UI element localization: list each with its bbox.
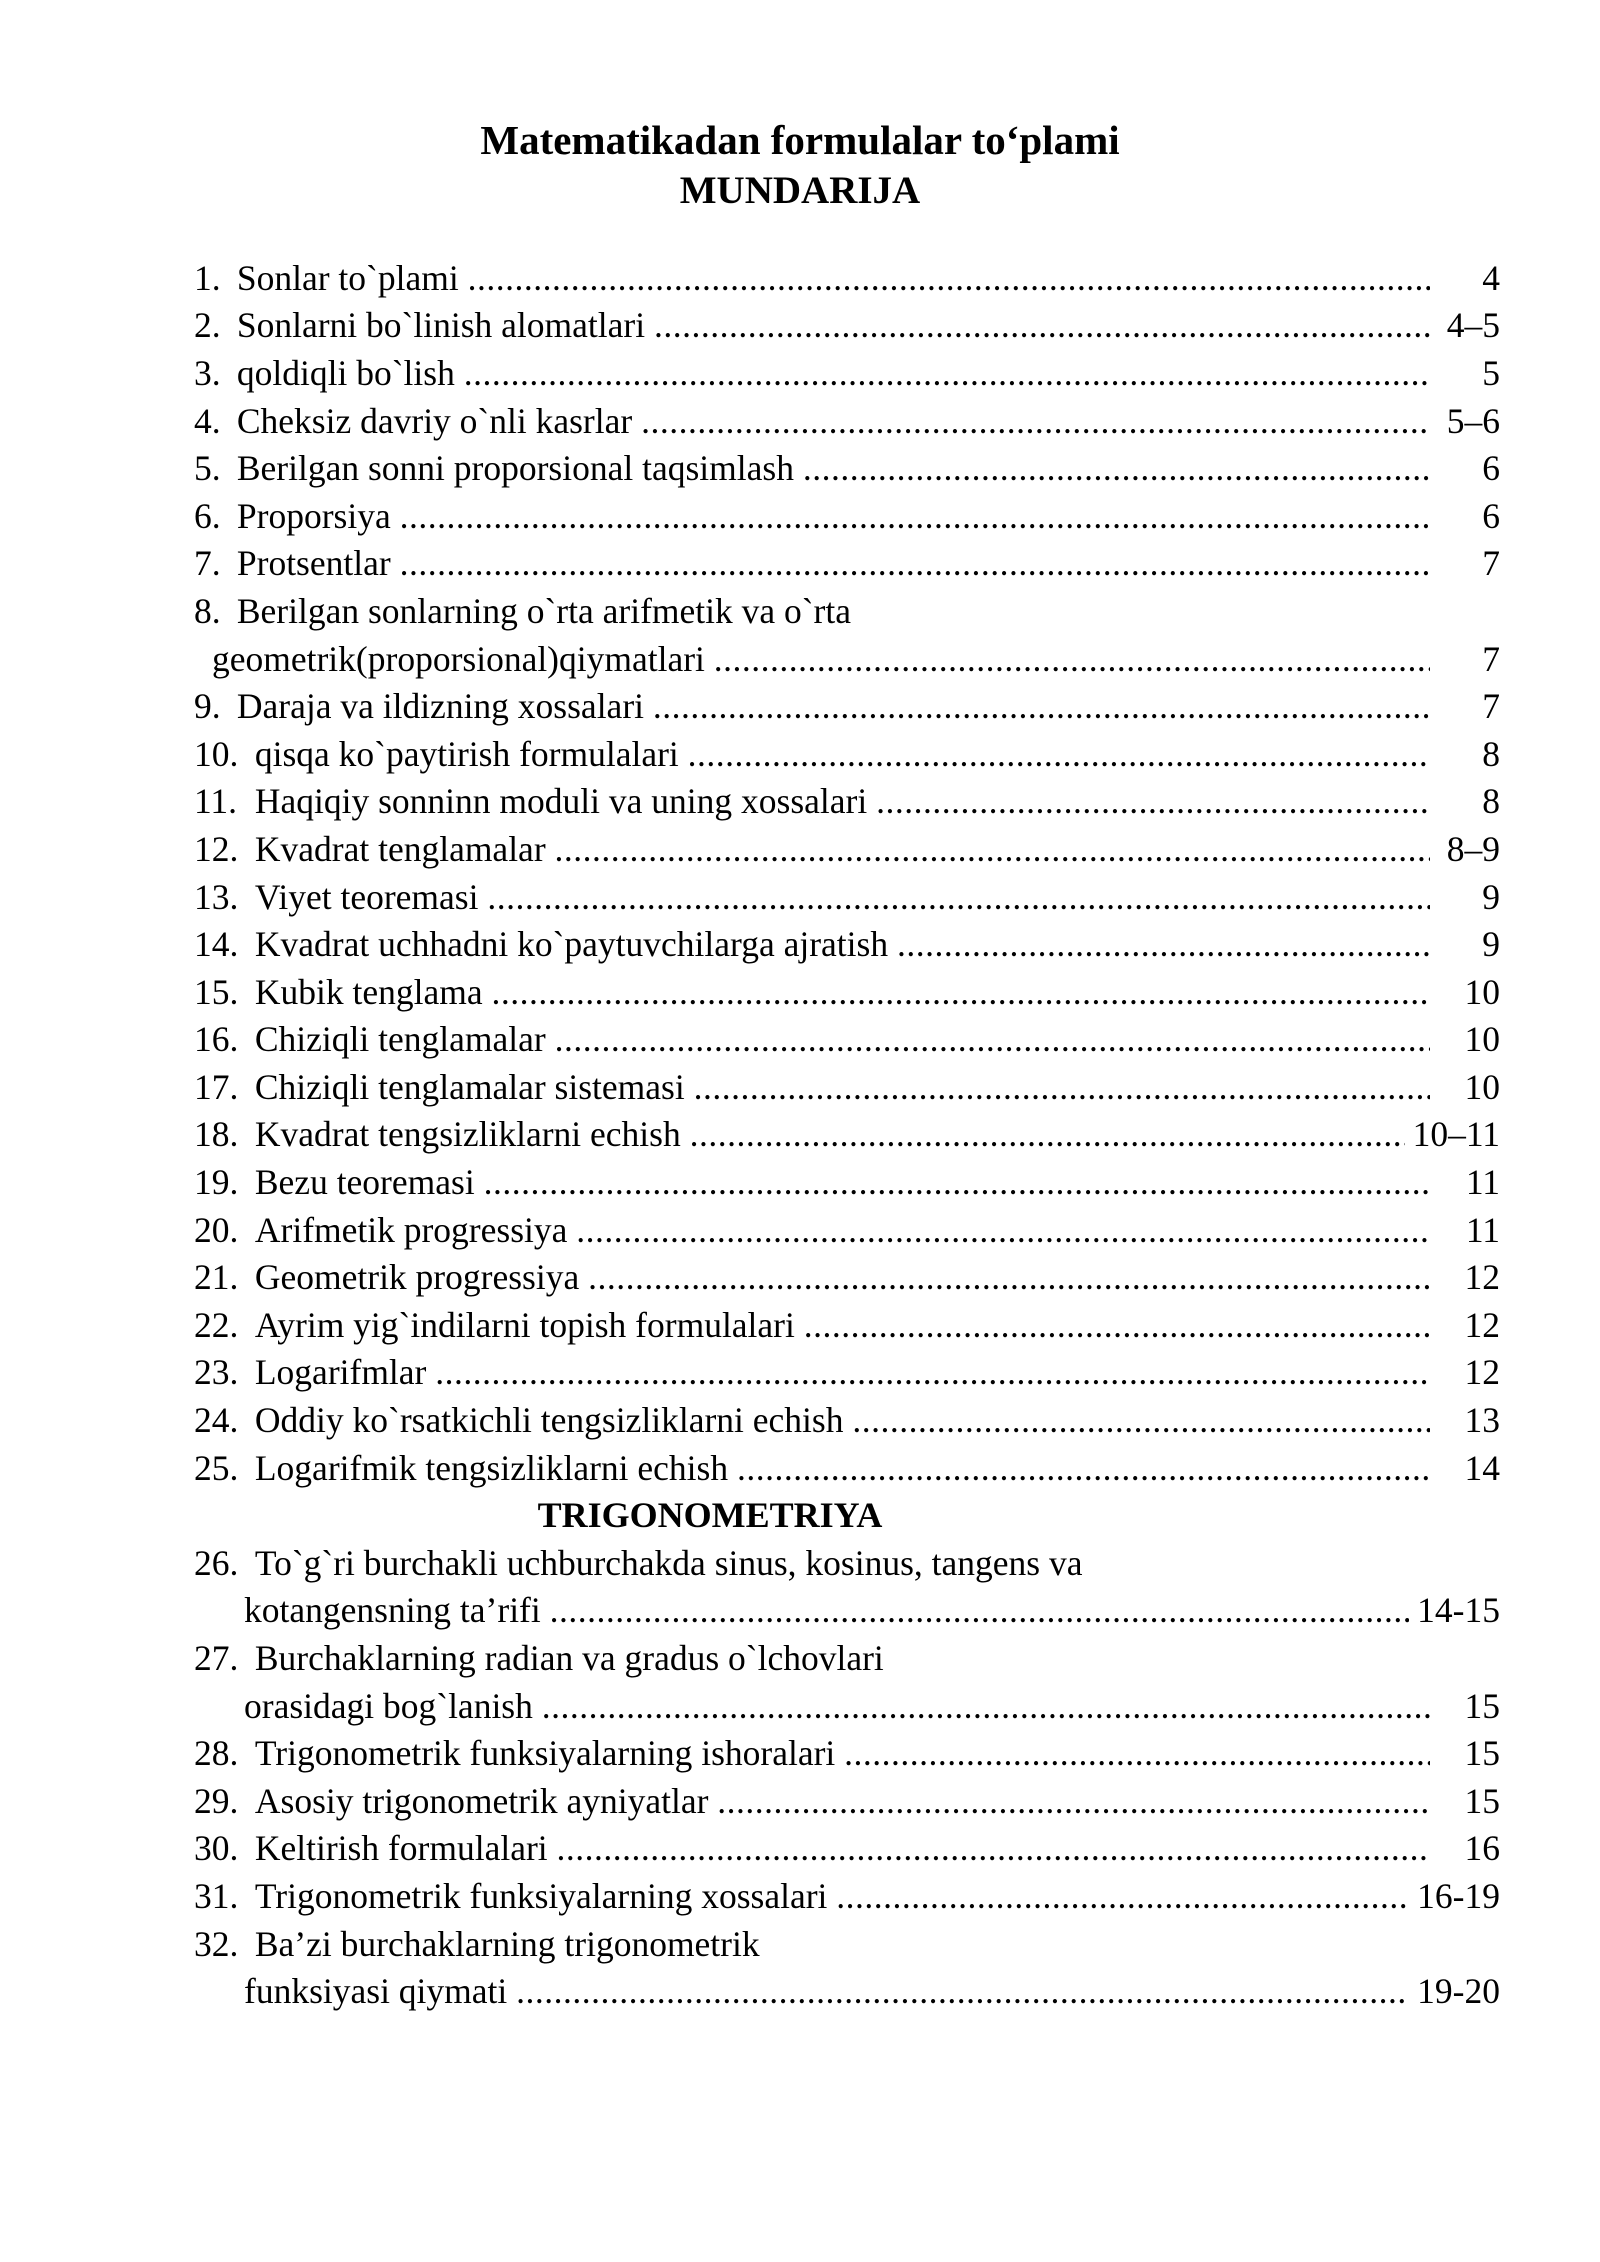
toc-entry-number: 6. (194, 495, 221, 536)
toc-entry[interactable] (0, 255, 1600, 303)
toc-entry-number: 32. (194, 1923, 239, 1964)
toc-entry-number: 26. (194, 1542, 239, 1583)
toc-dot-leader (852, 1397, 1430, 1445)
toc-entry-label: qoldiqli bo`lish (236, 352, 464, 393)
toc-entry-continuation-line (0, 1587, 1600, 1635)
toc-entry[interactable] (0, 921, 1600, 969)
toc-page-number: 4–5 (1446, 305, 1500, 346)
toc-entry-label: Kvadrat tengsizliklarni echish (254, 1114, 690, 1155)
toc-entry[interactable] (0, 1635, 1600, 1730)
toc-entry-spacer (228, 588, 237, 636)
toc-entry-line (0, 921, 1600, 969)
toc-entry-line (0, 969, 1600, 1017)
toc-entry-number: 7. (194, 543, 221, 584)
toc-entry-spacer (228, 493, 237, 541)
toc-entry-continuation-line (0, 1968, 1600, 2016)
toc-entry-label: Keltirish formulalari (254, 1828, 557, 1869)
toc-entry-spacer (246, 921, 255, 969)
toc-dot-leader (557, 1825, 1430, 1873)
toc-entry-line (0, 1921, 1600, 1969)
toc-dot-leader (803, 445, 1430, 493)
toc-dot-leader (491, 969, 1430, 1017)
toc-page-number: 13 (1464, 1400, 1500, 1441)
toc-page-number: 19-20 (1417, 1971, 1500, 2012)
toc-entry-spacer (246, 1635, 255, 1683)
toc-entry-spacer (246, 1397, 255, 1445)
toc-entry-line (0, 1445, 1600, 1493)
toc-entry-number: 20. (194, 1209, 239, 1250)
toc-entry[interactable] (0, 1730, 1600, 1778)
toc-dot-leader (717, 1778, 1430, 1826)
toc-page-number: 8 (1482, 781, 1500, 822)
toc-entry-spacer (246, 1064, 255, 1112)
toc-entry-label: Burchaklarning radian va gradus o`lchovlari (254, 1638, 884, 1679)
toc-entry-continuation-line (0, 636, 1600, 684)
toc-page-number: 5 (1482, 352, 1500, 393)
toc-entry-line (0, 1873, 1600, 1921)
toc-page-number: 9 (1482, 924, 1500, 965)
toc-entry-line (0, 1064, 1600, 1112)
toc-entry-line (0, 1207, 1600, 1255)
toc-entry-number: 15. (194, 971, 239, 1012)
toc-entry[interactable] (0, 1111, 1600, 1159)
toc-entry-spacer (246, 1778, 255, 1826)
toc-entry-spacer (246, 1825, 255, 1873)
toc-list (0, 255, 1600, 2016)
toc-entry-number: 14. (194, 924, 239, 965)
toc-entry-spacer (228, 255, 237, 303)
toc-entry-line (0, 826, 1600, 874)
table-of-contents (0, 213, 1600, 2016)
toc-entry-line (0, 588, 1600, 636)
toc-entry[interactable] (0, 731, 1600, 779)
toc-entry-number: 9. (194, 686, 221, 727)
toc-entry-number: 1. (194, 257, 221, 298)
toc-entry[interactable] (0, 683, 1600, 731)
toc-entry-spacer (246, 1159, 255, 1207)
toc-entry[interactable] (0, 540, 1600, 588)
toc-dot-leader (550, 1587, 1410, 1635)
toc-page-number: 11 (1465, 1162, 1500, 1203)
toc-entry-number: 10. (194, 733, 239, 774)
toc-page-number: 15 (1464, 1733, 1500, 1774)
toc-entry-spacer (228, 398, 237, 446)
toc-page-number: 16-19 (1417, 1875, 1500, 1916)
toc-entry-label: Chiziqli tenglamalar sistemasi (254, 1066, 694, 1107)
toc-entry-label: Logarifmlar (254, 1352, 436, 1393)
toc-entry-line (0, 683, 1600, 731)
toc-dot-leader (542, 1683, 1430, 1731)
toc-entry[interactable] (0, 398, 1600, 446)
toc-entry-label: Protsentlar (236, 543, 400, 584)
toc-dot-leader (737, 1445, 1430, 1493)
toc-entry-line (0, 1825, 1600, 1873)
toc-entry-line (0, 1111, 1600, 1159)
toc-entry[interactable] (0, 1921, 1600, 2016)
toc-entry-line (0, 874, 1600, 922)
toc-entry-number: 24. (194, 1400, 239, 1441)
toc-page-number: 7 (1482, 686, 1500, 727)
toc-entry-line (0, 398, 1600, 446)
toc-page-number: 4 (1482, 257, 1500, 298)
toc-dot-leader (400, 540, 1430, 588)
toc-entry-number: 21. (194, 1257, 239, 1298)
toc-entry-number: 30. (194, 1828, 239, 1869)
toc-entry-label: Arifmetik progressiya (254, 1209, 577, 1250)
toc-entry-line (0, 731, 1600, 779)
toc-entry-spacer (246, 1207, 255, 1255)
toc-entry-spacer (246, 1111, 255, 1159)
toc-entry-line (0, 1302, 1600, 1350)
toc-entry[interactable] (0, 1302, 1600, 1350)
toc-entry-label: Ba’zi burchaklarning trigonometrik (254, 1923, 760, 1964)
toc-entry-line (0, 255, 1600, 303)
toc-entry-number: 18. (194, 1114, 239, 1155)
toc-entry[interactable] (0, 778, 1600, 826)
toc-entry-label: qisqa ko`paytirish formulalari (254, 733, 688, 774)
toc-dot-leader (690, 1111, 1405, 1159)
toc-dot-leader (714, 636, 1430, 684)
toc-entry-number: 27. (194, 1638, 239, 1679)
toc-entry-spacer (246, 1445, 255, 1493)
toc-dot-leader (555, 826, 1430, 874)
toc-section-heading: TRIGONOMETRIYA (537, 1495, 883, 1536)
toc-entry-spacer (246, 1540, 255, 1588)
toc-entry-spacer (246, 1349, 255, 1397)
toc-entry-continuation-line (0, 1683, 1600, 1731)
toc-entry[interactable] (0, 874, 1600, 922)
toc-entry-spacer (246, 1921, 255, 1969)
toc-page-number: 12 (1464, 1304, 1500, 1345)
toc-entry-line (0, 1159, 1600, 1207)
toc-entry-label: To`g`ri burchakli uchburchakda sinus, kosinus, tangens va (254, 1542, 1083, 1583)
toc-entry-label: Ayrim yig`indilarni topish formulalari (254, 1304, 804, 1345)
toc-entry-number: 19. (194, 1162, 239, 1203)
toc-entry-label: Viyet teoremasi (254, 876, 488, 917)
toc-entry-label: Oddiy ko`rsatkichli tengsizliklarni echish (254, 1400, 853, 1441)
toc-entry-spacer (228, 445, 237, 493)
toc-entry-spacer (228, 683, 237, 731)
toc-page-number: 7 (1482, 543, 1500, 584)
toc-entry-spacer (246, 969, 255, 1017)
toc-dot-leader (654, 302, 1430, 350)
toc-entry-line (0, 1730, 1600, 1778)
toc-entry-label: Trigonometrik funksiyalarning ishoralari (254, 1733, 845, 1774)
toc-entry-label: Bezu teoremasi (254, 1162, 484, 1203)
toc-page-number: 7 (1482, 638, 1500, 679)
toc-entry-spacer (246, 826, 255, 874)
toc-entry-line (0, 1016, 1600, 1064)
toc-entry-line (0, 302, 1600, 350)
toc-entry-spacer (228, 350, 237, 398)
toc-dot-leader (435, 1349, 1430, 1397)
toc-page-number: 12 (1464, 1257, 1500, 1298)
toc-entry-label: Berilgan sonlarning o`rta arifmetik va o`rta (236, 590, 852, 631)
toc-dot-leader (484, 1159, 1430, 1207)
toc-entry-number: 11. (194, 781, 238, 822)
toc-page-number: 15 (1464, 1780, 1500, 1821)
toc-entry-label: Chiziqli tenglamalar (254, 1019, 555, 1060)
toc-entry-line (0, 1540, 1600, 1588)
toc-dot-leader (836, 1873, 1409, 1921)
toc-entry-number: 8. (194, 590, 221, 631)
toc-entry-number: 4. (194, 400, 221, 441)
toc-entry-spacer (228, 540, 237, 588)
toc-entry[interactable] (0, 1207, 1600, 1255)
toc-dot-leader (516, 1968, 1409, 2016)
toc-dot-leader (641, 398, 1430, 446)
toc-entry-line (0, 1349, 1600, 1397)
toc-entry[interactable] (0, 1254, 1600, 1302)
toc-entry-label: Geometrik progressiya (254, 1257, 589, 1298)
toc-entry-label: Kubik tenglama (254, 971, 492, 1012)
toc-dot-leader (487, 874, 1430, 922)
toc-dot-leader (876, 778, 1430, 826)
toc-dot-leader (897, 921, 1430, 969)
toc-page-number: 9 (1482, 876, 1500, 917)
toc-dot-leader (653, 683, 1430, 731)
toc-entry-number: 31. (194, 1875, 239, 1916)
page-subtitle: MUNDARIJA (679, 168, 921, 212)
toc-entry[interactable] (0, 826, 1600, 874)
toc-entry-label: Logarifmik tengsizliklarni echish (254, 1447, 737, 1488)
toc-entry[interactable] (0, 1873, 1600, 1921)
toc-entry-label: Kvadrat tenglamalar (254, 828, 555, 869)
toc-entry-label: Berilgan sonni proporsional taqsimlash (236, 448, 803, 489)
toc-entry-line (0, 1397, 1600, 1445)
toc-page-number: 5–6 (1446, 400, 1500, 441)
toc-entry[interactable] (0, 350, 1600, 398)
toc-page-number: 10 (1464, 1066, 1500, 1107)
toc-entry-spacer (228, 302, 237, 350)
toc-entry-spacer (246, 874, 255, 922)
toc-entry-label-continued: kotangensning ta’rifi (244, 1590, 550, 1631)
toc-entry-spacer (246, 731, 255, 779)
toc-entry-line (0, 493, 1600, 541)
toc-entry-number: 12. (194, 828, 239, 869)
toc-entry-number: 29. (194, 1780, 239, 1821)
toc-dot-leader (400, 493, 1430, 541)
toc-dot-leader (804, 1302, 1430, 1350)
toc-page-number: 11 (1465, 1209, 1500, 1250)
toc-entry[interactable] (0, 1445, 1600, 1493)
toc-entry-line (0, 540, 1600, 588)
toc-page-number: 6 (1482, 495, 1500, 536)
toc-entry-number: 28. (194, 1733, 239, 1774)
toc-entry-label: Proporsiya (236, 495, 400, 536)
toc-entry-number: 13. (194, 876, 239, 917)
toc-entry-number: 17. (194, 1066, 239, 1107)
toc-entry-label-continued: geometrik(proporsional)qiymatlari (212, 638, 714, 679)
toc-entry-line (0, 1254, 1600, 1302)
toc-dot-leader (694, 1064, 1430, 1112)
toc-page-number: 8–9 (1446, 828, 1500, 869)
toc-entry-label: Sonlarni bo`linish alomatlari (236, 305, 654, 346)
toc-entry[interactable] (0, 588, 1600, 683)
toc-page-number: 14 (1464, 1447, 1500, 1488)
toc-entry-number: 23. (194, 1352, 239, 1393)
toc-page-number: 14-15 (1417, 1590, 1500, 1631)
toc-page-number: 10–11 (1412, 1114, 1500, 1155)
toc-entry[interactable] (0, 1825, 1600, 1873)
toc-entry[interactable] (0, 302, 1600, 350)
toc-entry-number: 5. (194, 448, 221, 489)
toc-page-number: 6 (1482, 448, 1500, 489)
toc-page-number: 12 (1464, 1352, 1500, 1393)
toc-entry[interactable] (0, 1540, 1600, 1635)
toc-entry-spacer (246, 778, 255, 826)
toc-entry-line (0, 778, 1600, 826)
toc-dot-leader (844, 1730, 1430, 1778)
toc-dot-leader (468, 255, 1430, 303)
toc-entry-spacer (246, 1016, 255, 1064)
toc-entry-number: 2. (194, 305, 221, 346)
toc-page-number: 15 (1464, 1685, 1500, 1726)
toc-entry-line (0, 1778, 1600, 1826)
toc-page-number: 10 (1464, 971, 1500, 1012)
page-title: Matematikadan formulalar to‘plami (480, 117, 1120, 163)
toc-entry-number: 25. (194, 1447, 239, 1488)
toc-entry-spacer (246, 1730, 255, 1778)
toc-entry[interactable] (0, 1778, 1600, 1826)
toc-page-number: 10 (1464, 1019, 1500, 1060)
toc-entry-label: Kvadrat uchhadni ko`paytuvchilarga ajratish (254, 924, 897, 965)
toc-entry-number: 16. (194, 1019, 239, 1060)
toc-entry[interactable] (0, 1064, 1600, 1112)
toc-entry-spacer (246, 1873, 255, 1921)
toc-entry-line (0, 350, 1600, 398)
toc-entry-label: Sonlar to`plami (236, 257, 468, 298)
toc-dot-leader (688, 731, 1430, 779)
toc-entry-label: Asosiy trigonometrik ayniyatlar (254, 1780, 718, 1821)
toc-entry-label: Trigonometrik funksiyalarning xossalari (254, 1875, 837, 1916)
toc-entry-label: Haqiqiy sonninn moduli va uning xossalari (254, 781, 877, 822)
toc-entry-number: 22. (194, 1304, 239, 1345)
toc-entry[interactable] (0, 445, 1600, 493)
toc-entry-line (0, 1635, 1600, 1683)
toc-entry-label-continued: orasidagi bog`lanish (244, 1685, 542, 1726)
toc-entry[interactable] (0, 1016, 1600, 1064)
toc-entry-spacer (246, 1302, 255, 1350)
toc-entry-number: 3. (194, 352, 221, 393)
toc-entry[interactable] (0, 1349, 1600, 1397)
toc-entry-line (0, 445, 1600, 493)
toc-entry[interactable] (0, 969, 1600, 1017)
toc-entry-label: Cheksiz davriy o`nli kasrlar (236, 400, 642, 441)
toc-entry-spacer (246, 1254, 255, 1302)
toc-page-number: 8 (1482, 733, 1500, 774)
toc-dot-leader (588, 1254, 1430, 1302)
toc-entry-label-continued: funksiyasi qiymati (244, 1971, 517, 2012)
toc-page-number: 16 (1464, 1828, 1500, 1869)
toc-dot-leader (464, 350, 1430, 398)
toc-entry[interactable] (0, 1397, 1600, 1445)
toc-dot-leader (576, 1207, 1430, 1255)
toc-entry-label: Daraja va ildizning xossalari (236, 686, 653, 727)
toc-entry[interactable] (0, 1159, 1600, 1207)
toc-entry[interactable] (0, 493, 1600, 541)
toc-dot-leader (555, 1016, 1430, 1064)
